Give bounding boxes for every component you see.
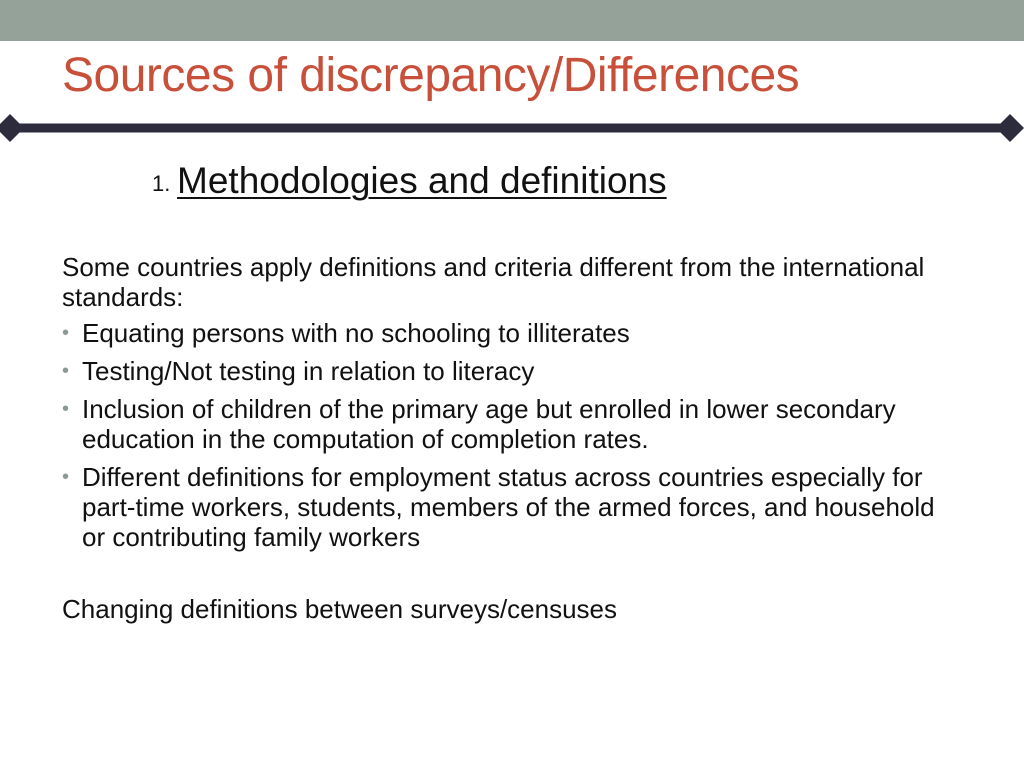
bullet-list xyxy=(62,318,962,552)
bullet-dot-icon: • xyxy=(62,398,70,420)
section-heading-text: Methodologies and definitions xyxy=(177,160,667,201)
bullet-text: Different definitions for employment status across countries especially for part-time workers, students, members of the armed forces, and household or contributing family workers xyxy=(82,462,935,552)
divider-right-diamond xyxy=(996,114,1024,142)
bullet-dot-icon: • xyxy=(62,360,70,382)
title-divider xyxy=(0,112,1024,144)
top-band xyxy=(0,0,1024,41)
section-heading xyxy=(152,160,667,202)
bullet-dot-icon: • xyxy=(62,322,70,344)
intro-text: Some countries apply definitions and criteria different from the international standards: xyxy=(62,252,925,312)
section-number: 1. xyxy=(152,171,171,196)
bullet-item xyxy=(62,318,962,348)
bullet-text: Testing/Not testing in relation to literacy xyxy=(82,356,535,386)
bullet-item xyxy=(62,394,962,454)
slide-title: Sources of discrepancy/Differences xyxy=(62,49,800,102)
slide-body xyxy=(62,252,962,624)
bullet-text: Equating persons with no schooling to illiterates xyxy=(82,318,630,348)
bullet-item xyxy=(62,462,962,552)
bullet-dot-icon: • xyxy=(62,466,70,488)
closing-text: Changing definitions between surveys/censuses xyxy=(62,594,618,624)
bullet-item xyxy=(62,356,962,386)
bullet-text: Inclusion of children of the primary age but enrolled in lower secondary education in the computation of completion rates. xyxy=(82,394,896,454)
divider-left-diamond xyxy=(0,114,24,142)
